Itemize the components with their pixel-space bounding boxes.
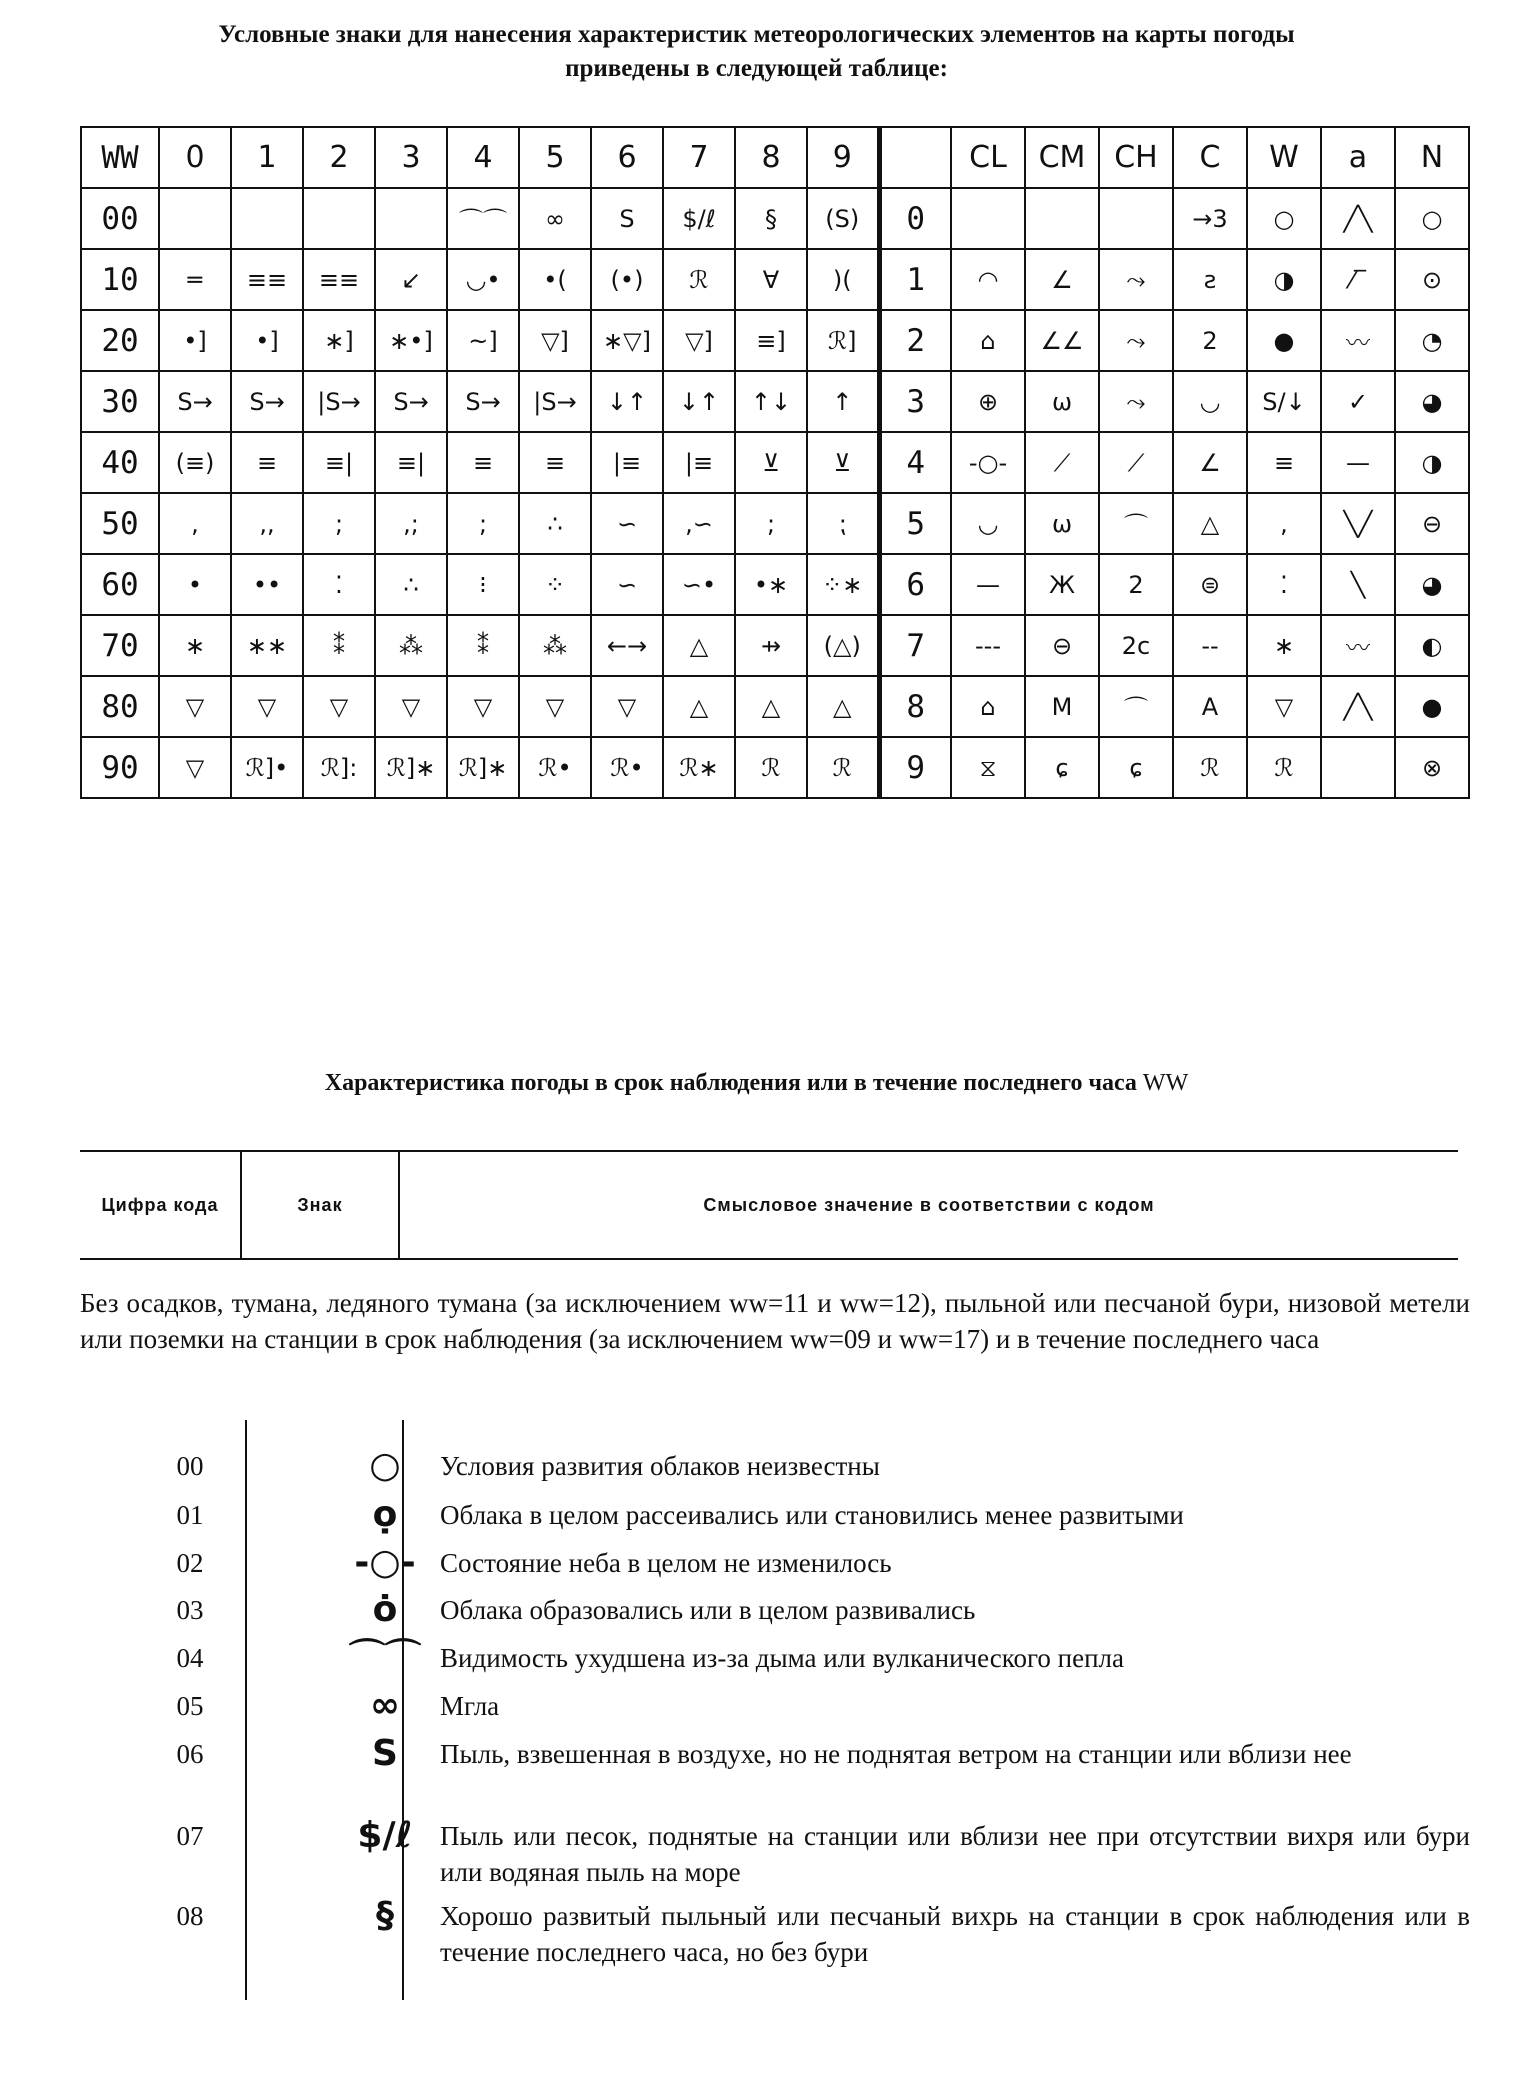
grid-cell: 9 [879, 737, 951, 798]
grid-cell: 6 [879, 554, 951, 615]
grid-cell: ▽ [231, 676, 303, 737]
grid-cell: ∗∗ [231, 615, 303, 676]
grid-cell: ∀ [735, 249, 807, 310]
grid-cell: 4 [879, 432, 951, 493]
grid-cell: ▽ [447, 676, 519, 737]
grid-cell: ⊻ [807, 432, 879, 493]
grid-cell: 2 [1099, 554, 1173, 615]
grid-cell: 5 [879, 493, 951, 554]
grid-header-cell: 7 [663, 127, 735, 188]
grid-cell: ⁑ [447, 615, 519, 676]
grid-cell: ,, [231, 493, 303, 554]
grid-cell: ⁂ [375, 615, 447, 676]
grid-row-label: 90 [81, 737, 159, 798]
entry-meaning: Состояние неба в целом не изменилось [440, 1548, 892, 1578]
grid-row [81, 493, 1469, 554]
grid-cell: • [159, 554, 231, 615]
grid-cell: ╱╲ [1321, 676, 1395, 737]
grid-cell: |≡ [591, 432, 663, 493]
grid-cell: --- [951, 615, 1025, 676]
intro-paragraph: Без осадков, тумана, ледяного тумана (за исключением ww=11 и ww=12), пыльной или песчаной бури, низовой метели или поземки на станции в срок наблюдения (за исключением ww=09 и ww=17) и в течение последнего часа [80, 1288, 1470, 1354]
entry-sign: ∞ [370, 1685, 400, 1726]
entry-sign: ⌒⌒ [348, 1637, 421, 1678]
grid-cell: ∴ [519, 493, 591, 554]
grid-cell: ╱╲ [1321, 188, 1395, 249]
grid-cell: Ж [1025, 554, 1099, 615]
grid-cell: ⟋ [1099, 432, 1173, 493]
grid-cell: S→ [159, 371, 231, 432]
grid-cell: ⌒ [1099, 676, 1173, 737]
entry-code: 04 [176, 1643, 204, 1673]
col-header-sign: Знак [297, 1194, 343, 1215]
grid-header-cell: 9 [807, 127, 879, 188]
grid-cell [1099, 188, 1173, 249]
grid-cell: ℛ [807, 737, 879, 798]
table-header-rule [80, 1258, 1458, 1260]
grid-row [81, 554, 1469, 615]
grid-cell: ⊻ [735, 432, 807, 493]
grid-header-cell: 6 [591, 127, 663, 188]
grid-cell: ℛ [1173, 737, 1247, 798]
grid-cell: ⁘ [519, 554, 591, 615]
grid-cell: ,∽ [663, 493, 735, 554]
grid-header-cell: 2 [303, 127, 375, 188]
grid-cell: ℛ]∗ [375, 737, 447, 798]
entry-sign: ○ [369, 1445, 401, 1486]
grid-cell: ⁝ [447, 554, 519, 615]
grid-cell: ⁚ [303, 554, 375, 615]
grid-cell: ≡| [375, 432, 447, 493]
grid-cell: ℛ∗ [663, 737, 735, 798]
entry-code: 01 [176, 1500, 204, 1530]
grid-header-cell: a [1321, 127, 1395, 188]
grid-cell: (•) [591, 249, 663, 310]
grid-cell: ω [1025, 493, 1099, 554]
grid-cell: ⤳ [1099, 310, 1173, 371]
grid-cell: ▽ [159, 737, 231, 798]
grid-header-cell: CM [1025, 127, 1099, 188]
grid-cell: △ [663, 676, 735, 737]
grid-cell: ⌂ [951, 676, 1025, 737]
grid-cell [375, 188, 447, 249]
grid-cell: ◑ [1395, 432, 1469, 493]
grid-cell: ≡ [447, 432, 519, 493]
grid-cell: 3 [879, 371, 951, 432]
grid-cell: ∠ [1025, 249, 1099, 310]
grid-cell: M [1025, 676, 1099, 737]
grid-cell: ✓ [1321, 371, 1395, 432]
entry-code: 00 [176, 1451, 204, 1481]
grid-cell: -- [1173, 615, 1247, 676]
page-title-line-2: приведены в следующей таблице: [565, 55, 948, 82]
grid-cell: ∗•] [375, 310, 447, 371]
grid-cell: ⌒ [1099, 493, 1173, 554]
grid-cell: ↙ [375, 249, 447, 310]
entry-meaning: Облака в целом рассеивались или становились менее развитыми [440, 1500, 1184, 1530]
grid-row-label: 70 [81, 615, 159, 676]
grid-cell: (△) [807, 615, 879, 676]
grid-row [81, 249, 1469, 310]
grid-cell: ℛ [735, 737, 807, 798]
grid-cell: ⁏ [807, 493, 879, 554]
grid-cell: ▽ [159, 676, 231, 737]
grid-cell: ╲╱ [1321, 493, 1395, 554]
grid-cell: ▽] [663, 310, 735, 371]
grid-cell: ⊜ [1173, 554, 1247, 615]
grid-cell: •( [519, 249, 591, 310]
grid-cell: ⁚ [1247, 554, 1321, 615]
grid-cell: ╲ [1321, 554, 1395, 615]
grid-cell: ◡ [1173, 371, 1247, 432]
grid-row-label: 80 [81, 676, 159, 737]
grid-cell: ⊖ [1025, 615, 1099, 676]
subtitle-text: Характеристика погоды в срок наблюдения или в течение последнего часа [324, 1070, 1137, 1096]
grid-header-cell: CH [1099, 127, 1173, 188]
grid-cell: , [1247, 493, 1321, 554]
grid-cell: ○ [1395, 188, 1469, 249]
grid-row [81, 310, 1469, 371]
grid-cell: ɕ [1099, 737, 1173, 798]
grid-cell: |S→ [303, 371, 375, 432]
grid-cell: ▽ [303, 676, 375, 737]
grid-cell: ↑↓ [735, 371, 807, 432]
grid-cell: 2 [879, 310, 951, 371]
grid-cell: — [1321, 432, 1395, 493]
grid-cell: 2 [1173, 310, 1247, 371]
grid-cell: (S) [807, 188, 879, 249]
table-top-rule [80, 1150, 1458, 1152]
grid-cell: ⁑ [303, 615, 375, 676]
grid-cell: S/↓ [1247, 371, 1321, 432]
grid-cell: ≡≡ [303, 249, 375, 310]
grid-cell: ℛ] [807, 310, 879, 371]
grid-cell: ↓↑ [663, 371, 735, 432]
grid-row-label: 20 [81, 310, 159, 371]
grid-header-cell: 5 [519, 127, 591, 188]
grid-cell: ℛ]• [231, 737, 303, 798]
grid-row-label: 40 [81, 432, 159, 493]
grid-row [81, 737, 1469, 798]
grid-cell: 2c [1099, 615, 1173, 676]
grid-cell: ⧖ [951, 737, 1025, 798]
col-header-code: Цифра кода [101, 1194, 219, 1215]
entry-code: 08 [176, 1901, 204, 1931]
grid-cell: ▽] [519, 310, 591, 371]
grid-cell: ◠ [951, 249, 1025, 310]
grid-header-cell: 3 [375, 127, 447, 188]
grid-cell: ∞ [519, 188, 591, 249]
grid-cell: ⁘∗ [807, 554, 879, 615]
grid-cell: ↑ [807, 371, 879, 432]
entry-sign: § [376, 1895, 394, 1936]
grid-cell: ▽ [375, 676, 447, 737]
entry-code: 05 [176, 1691, 204, 1721]
grid-cell: ◕ [1395, 371, 1469, 432]
grid-cell: ω [1025, 371, 1099, 432]
entry-code: 02 [176, 1548, 204, 1578]
entry-sign: $/ℓ [357, 1815, 413, 1856]
grid-cell: ∗ [1247, 615, 1321, 676]
grid-header-cell [879, 127, 951, 188]
grid-cell: ℛ]∗ [447, 737, 519, 798]
grid-cell: -○- [951, 432, 1025, 493]
symbols-grid [80, 126, 1470, 799]
grid-header-cell: WW [81, 127, 159, 188]
grid-cell: ▽ [591, 676, 663, 737]
grid-cell: ⌂ [951, 310, 1025, 371]
entry-meaning: Мгла [440, 1691, 500, 1721]
grid-cell: ∠ [1173, 432, 1247, 493]
grid-cell: 8 [879, 676, 951, 737]
entry-code: 06 [176, 1739, 204, 1769]
grid-cell: S→ [375, 371, 447, 432]
grid-cell: ɕ [1025, 737, 1099, 798]
grid-cell: ▽ [519, 676, 591, 737]
grid-cell: ● [1247, 310, 1321, 371]
entry-sign: S [372, 1733, 398, 1774]
grid-cell: ⁄‾ [1321, 249, 1395, 310]
grid-cell [1025, 188, 1099, 249]
grid-cell: 〰 [1321, 615, 1395, 676]
grid-header-cell: W [1247, 127, 1321, 188]
page-title-line-1: Условные знаки для нанесения характеристик метеорологических элементов на карты погоды [218, 21, 1295, 48]
grid-cell: ▽ [1247, 676, 1321, 737]
grid-header-cell: C [1173, 127, 1247, 188]
grid-cell: •• [231, 554, 303, 615]
grid-row-label: 60 [81, 554, 159, 615]
grid-cell: — [951, 554, 1025, 615]
grid-header-cell: CL [951, 127, 1025, 188]
grid-cell: ⊕ [951, 371, 1025, 432]
grid-cell: ∗▽] [591, 310, 663, 371]
grid-cell: |S→ [519, 371, 591, 432]
grid-cell: ◕ [1395, 554, 1469, 615]
grid-header-cell: N [1395, 127, 1469, 188]
grid-cell: ; [303, 493, 375, 554]
grid-cell: ∗ [159, 615, 231, 676]
grid-cell: △ [1173, 493, 1247, 554]
subtitle-ww: WW [1142, 1070, 1189, 1096]
grid-cell: ⤳ [1099, 249, 1173, 310]
grid-cell: S→ [447, 371, 519, 432]
grid-cell: ● [1395, 676, 1469, 737]
grid-row [81, 188, 1469, 249]
grid-cell: ◔ [1395, 310, 1469, 371]
entry-meaning: Условия развития облаков неизвестны [440, 1451, 880, 1481]
section-subtitle [0, 1070, 1513, 1097]
grid-row-label: 10 [81, 249, 159, 310]
entry-meaning: Облака образовались или в целом развивались [440, 1595, 976, 1625]
grid-cell [951, 188, 1025, 249]
grid-cell: 0 [879, 188, 951, 249]
grid-cell: ,; [375, 493, 447, 554]
grid-cell: •] [231, 310, 303, 371]
grid-cell: ≡ [519, 432, 591, 493]
grid-row [81, 432, 1469, 493]
grid-cell [231, 188, 303, 249]
grid-header-row [81, 127, 1469, 188]
entry-code: 03 [176, 1595, 204, 1625]
grid-cell: ⟋ [1025, 432, 1099, 493]
grid-cell: § [735, 188, 807, 249]
grid-cell: ℛ [1247, 737, 1321, 798]
grid-cell: ◑ [1247, 249, 1321, 310]
grid-cell: ; [447, 493, 519, 554]
grid-cell: ∗] [303, 310, 375, 371]
grid-cell: △ [663, 615, 735, 676]
grid-cell: A [1173, 676, 1247, 737]
grid-cell: 1 [879, 249, 951, 310]
grid-cell: ═ [159, 249, 231, 310]
grid-cell: ⁂ [519, 615, 591, 676]
grid-row [81, 371, 1469, 432]
grid-cell: ∽• [663, 554, 735, 615]
grid-cell: →3 [1173, 188, 1247, 249]
grid-header-cell: 4 [447, 127, 519, 188]
entry-code: 07 [176, 1821, 204, 1851]
grid-cell [1321, 737, 1395, 798]
entry-sign: -○- [354, 1542, 416, 1583]
grid-row-label: 30 [81, 371, 159, 432]
grid-cell: ∴ [375, 554, 447, 615]
grid-row-label: 00 [81, 188, 159, 249]
grid-cell: ∽ [591, 493, 663, 554]
grid-cell: ≡≡ [231, 249, 303, 310]
grid-cell: )( [807, 249, 879, 310]
grid-cell: , [159, 493, 231, 554]
grid-cell: ≡| [303, 432, 375, 493]
grid-cell: ƨ [1173, 249, 1247, 310]
grid-cell: S→ [231, 371, 303, 432]
grid-cell: ←→ [591, 615, 663, 676]
grid-cell: ◐ [1395, 615, 1469, 676]
entry-meaning: Пыль или песок, поднятые на станции или вблизи нее при отсутствии вихря или бури или водяная пыль на море [440, 1821, 1470, 1887]
grid-cell: 7 [879, 615, 951, 676]
grid-cell: 〰 [1321, 310, 1395, 371]
grid-cell: •∗ [735, 554, 807, 615]
grid-header-cell: 8 [735, 127, 807, 188]
grid-cell: (≡) [159, 432, 231, 493]
grid-cell: ⊙ [1395, 249, 1469, 310]
grid-cell: ≡ [231, 432, 303, 493]
entry-meaning: Пыль, взвешенная в воздухе, но не поднятая ветром на станции или вблизи нее [440, 1739, 1352, 1769]
grid-row-label: 50 [81, 493, 159, 554]
grid-row [81, 615, 1469, 676]
grid-cell: ∠∠ [1025, 310, 1099, 371]
grid-cell: ⊗ [1395, 737, 1469, 798]
entry-meaning: Хорошо развитый пыльный или песчаный вихрь на станции в срок наблюдения или в течение последнего часа, но без бури [440, 1901, 1470, 1967]
grid-cell: |≡ [663, 432, 735, 493]
grid-cell: ↓↑ [591, 371, 663, 432]
grid-cell: ∽ [591, 554, 663, 615]
grid-cell: ~] [447, 310, 519, 371]
grid-cell [303, 188, 375, 249]
grid-cell: ≡ [1247, 432, 1321, 493]
grid-header-cell: 1 [231, 127, 303, 188]
entry-sign: ȯ [372, 1589, 398, 1630]
grid-cell: ⇸ [735, 615, 807, 676]
grid-cell: ℛ [663, 249, 735, 310]
grid-cell: ⌒⌒ [447, 188, 519, 249]
grid-cell: △ [807, 676, 879, 737]
col-header-meaning: Смысловое значение в соответствии с кодом [703, 1194, 1155, 1215]
grid-cell: ◡• [447, 249, 519, 310]
grid-cell: ℛ]: [303, 737, 375, 798]
entry-meaning: Видимость ухудшена из-за дыма или вулканического пепла [440, 1643, 1125, 1673]
grid-cell: S [591, 188, 663, 249]
grid-cell: ℛ• [519, 737, 591, 798]
body-separator [245, 1420, 247, 2000]
grid-cell: ℛ• [591, 737, 663, 798]
grid-cell [159, 188, 231, 249]
grid-cell: ⤳ [1099, 371, 1173, 432]
grid-cell: •] [159, 310, 231, 371]
grid-row [81, 676, 1469, 737]
grid-cell: △ [735, 676, 807, 737]
grid-cell: ○ [1247, 188, 1321, 249]
grid-cell: ≡] [735, 310, 807, 371]
grid-cell: ; [735, 493, 807, 554]
entry-sign: ọ [372, 1494, 398, 1535]
grid-cell: ⊖ [1395, 493, 1469, 554]
grid-header-cell: 0 [159, 127, 231, 188]
grid-cell: ◡ [951, 493, 1025, 554]
grid-cell: $/ℓ [663, 188, 735, 249]
